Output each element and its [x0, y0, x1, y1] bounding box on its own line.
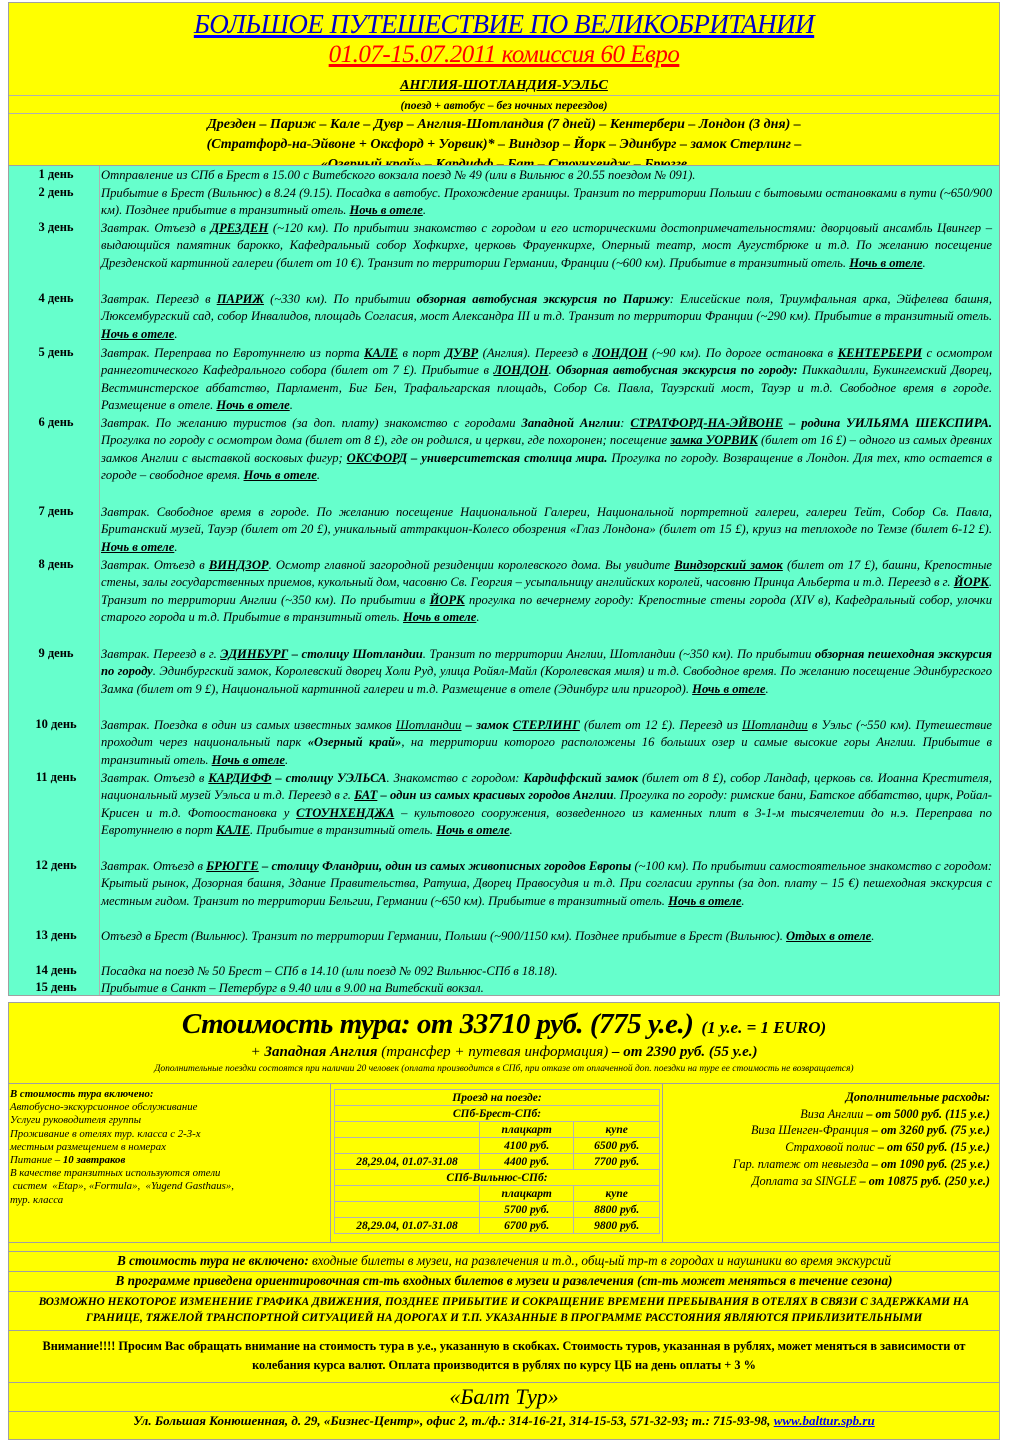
header-block: [8, 2, 1000, 166]
transport-note: (поезд + автобус – без ночных переездов): [400, 100, 608, 112]
website-link[interactable]: www.balttur.spb.ru: [773, 1413, 875, 1428]
empty-cell: [335, 1186, 480, 1202]
transport-row: [9, 96, 999, 114]
day-text-part: Прибытие в Брест (Вильнюс) в 8.24 (9.15). Посадка в автобус. Прохождение границы. Транзит по территории Польши с бытовыми остановками в пути (~650/900 км). Позднее прибытие в транзитный отель.: [101, 186, 992, 218]
t: (трансфер + путевая информация): [377, 1044, 609, 1060]
t: Завтрак. Переезд в г.: [101, 647, 221, 661]
attention-note: Внимание!!!! Просим Вас обращать внимание на стоимость тура в у.е., указанную в скобках. Стоимость туров, указанная в рублях, может меняться в зависимости от колебания курса валют. Оплата производится в рублях по курсу ЦБ на день оплаты + 3 %: [9, 1331, 999, 1383]
t: :: [620, 416, 631, 430]
castle-name: Кардиффский замок: [523, 771, 639, 785]
t: с осмотром раннеготического Кафедрального собора (билет от 7 £). Прибытие в: [101, 346, 992, 378]
city-name: ДРЕЗДЕН: [210, 221, 269, 235]
included-item: местным размещением в номерах: [10, 1140, 166, 1153]
night-in-hotel: Ночь в отеле: [101, 539, 175, 554]
fare-row: [335, 1154, 660, 1170]
night-in-hotel: Ночь в отеле: [436, 822, 510, 837]
route-line: Дрезден – Париж – Кале – Дувр – Англия-Шотландия (7 дней) – Кентербери – Лондон (3 дня) –: [207, 117, 801, 132]
countries: АНГЛИЯ-ШОТЛАНДИЯ-УЭЛЬС: [400, 78, 608, 93]
t: в Уэльс (~550 км). Путешествие проходит через национальный парк: [101, 718, 992, 750]
t: (~90 км). По дороге остановка в: [647, 346, 838, 360]
night-in-hotel: Ночь в отеле: [243, 467, 317, 482]
castle-name: СТЕРЛИНГ: [512, 718, 580, 732]
day-label: 4 день: [38, 291, 74, 305]
day-label: 6 день: [38, 415, 74, 429]
day-text: Отправление из СПб в Брест в 15.00 с Витебского вокзала поезд № 49 (или в Вильнюс в 20.55 поездом № 091).: [101, 168, 696, 182]
city-name: ОКСФОРД: [346, 450, 408, 465]
night-in-hotel: Ночь в отеле: [211, 752, 285, 767]
t: – университетская столица мира.: [407, 450, 608, 465]
t: Завтрак. Свободное время в городе. По желанию посещение Национальной Галереи, Национальной портретной галереи, галереи Тейт, Собор Св. Павла, Британский музей, Тауэр (билет от 20 £), уникальный аттракцион-Колесо обозрения «Глаз Лондона» (билет от 15 £), круиз на теплоходе по Темзе (билет 6-12 £).: [101, 505, 992, 537]
t: +: [250, 1044, 265, 1060]
fare-kupe: 7700 руб.: [574, 1154, 660, 1170]
day-text: Посадка на поезд № 50 Брест – СПб в 14.10 (или поезд № 092 Вильнюс-СПб в 18.18).: [101, 964, 558, 978]
monument-name: СТОУНХЕНДЖА: [296, 805, 395, 820]
day-text: Завтрак. Поездка в один из самых известных замков Шотландии – замок СТЕРЛИНГ (билет от 12 £). Переезд из Шотландии в Уэльс (~550 км). Путешествие проходит через национальный парк «Озерный край», на территории которого расположены 16 больших озер и самые высокие горы Англии. Прибытие в транзитный отель. Ночь в отеле.: [101, 718, 992, 767]
city-name: КАЛЕ: [216, 822, 250, 837]
t: – столицу УЭЛЬСА: [271, 771, 387, 785]
t: . Осмотр главной загородной резиденции королевского дома. Вы увидите: [268, 558, 675, 572]
t: – от 2390 руб. (55 у.е.): [608, 1044, 758, 1060]
city-name: ЛОНДОН: [592, 346, 648, 360]
t: – от 10875 руб. (250 у.е.): [856, 1173, 990, 1188]
t: – один из самых красивых городов Англии: [377, 788, 614, 803]
price-block: [8, 1002, 1000, 1084]
train-fares-table: [334, 1089, 660, 1234]
t: Страховой полис: [785, 1140, 875, 1155]
fare-period: 28,29.04, 01.07-31.08: [335, 1154, 480, 1170]
t: Завтрак. Отъезд в: [101, 558, 209, 572]
city-name: КАРДИФФ: [208, 771, 272, 785]
included-item: Проживание в отелях тур. класса с 2-3-х: [10, 1127, 201, 1140]
col-header: плацкарт: [480, 1186, 574, 1202]
day-label: 9 день: [38, 646, 74, 660]
day-label: 1 день: [38, 167, 74, 181]
city-name: ПАРИЖ: [216, 292, 264, 306]
extra-item: [650, 1122, 990, 1139]
fare-kupe: 8800 руб.: [574, 1202, 660, 1218]
col-header: купе: [574, 1122, 660, 1138]
notes-block: [8, 1242, 1000, 1440]
night-in-hotel: Ночь в отеле: [101, 326, 175, 341]
day-text-part: Завтрак. Переезд в: [101, 292, 217, 306]
t: (~100 км). По прибытии самостоятельное знакомство с городом: Крытый рынок, Дозорная башня, Здание Правительства, Ратуша, Дворец Правосудия и т.д. При согласии группы (за доп. плату – 15 €) пешеходная экскурсия с местным гидом. Транзит по территории Бельгии, Германии (~650 км). Прибытие в транзитный отель.: [101, 859, 992, 908]
included-item: систем «Etap», «Formula», «Yugend Gasthaus»,: [10, 1180, 234, 1193]
company-name: «Балт Тур»: [9, 1383, 999, 1412]
excursion-name: Обзорная автобусная экскурсия по городу:: [556, 363, 798, 378]
day-label: 5 день: [38, 345, 74, 359]
included-list: [10, 1088, 328, 1207]
t: Прогулка по городу с осмотром дома (билет от 8 £), где он родился, и церкви, где похоронен; посещение: [101, 433, 671, 448]
t: Гар. платеж от невыезда: [732, 1156, 869, 1171]
city-name: БАТ: [354, 788, 378, 803]
exchange-rate: (1 у.е. = 1 EURO): [701, 1018, 827, 1037]
t: (билет от 12 £). Переезд из: [579, 718, 743, 732]
t: – столицу Шотландии: [288, 647, 423, 661]
t: прогулка по вечернему городу: Крепостные стены города (XIV в), Кафедральный собор, улочки старого города и т.д. Прибытие в транзитный отель.: [101, 592, 992, 624]
extra-item: [650, 1173, 990, 1190]
t: Завтрак. По желанию туристов (за доп. плату) знакомство с городами: [101, 416, 522, 430]
t: (билет от 8 £), собор Ландаф, церковь св. Иоанна Крестителя, национальный музей Уэльса и т.д. Переезд в г.: [101, 771, 992, 803]
empty-cell: [335, 1122, 480, 1138]
day-label: 11 день: [35, 770, 77, 784]
fare-platz: 6700 руб.: [480, 1218, 574, 1234]
train-route: СПб-Вильнюс-СПб:: [335, 1170, 660, 1186]
t: Питание –: [10, 1154, 63, 1167]
day-text: Завтрак. По желанию туристов (за доп. плату) знакомство с городами Западной Англии: СТРАТФОРД-НА-ЭЙВОНЕ – родина УИЛЬЯМА ШЕКСПИРА. Прогулка по городу с осмотром дома (билет от 8 £), где он родился, и церкви, где похоронен; посещение замка УОРВИК (билет от 16 £) – одного из самых древних замков Англии с выставкой восковых фигур; ОКСФОРД – университетская столица мира. Прогулка по городу. Возвращение в Лондон. Для тех, кто остается в городе – свободное время. Ночь в отеле.: [101, 416, 992, 482]
t: (Англия). Переезд в: [478, 346, 593, 360]
t: Ул. Большая Конюшенная, д. 29, «Бизнес-Центр», офис 2, т./ф.: 314-16-21, 314-15-53, 571-32-93; т.: 715-93-98,: [133, 1413, 774, 1428]
t: . Прибытие в транзитный отель.: [249, 822, 437, 837]
t: – от 650 руб. (15 у.е.): [874, 1140, 990, 1155]
day-label: 12 день: [35, 858, 77, 872]
itinerary-table: [8, 165, 1000, 996]
not-included: [9, 1252, 999, 1272]
t: входные билеты в музеи, на развлечения и т.д., общ-ый тр-т в городах и наушники во время экскурсий: [308, 1253, 891, 1268]
t: . Знакомство с городом:: [386, 771, 524, 785]
day-label: 10 день: [35, 717, 77, 731]
day-label: 2 день: [38, 185, 74, 199]
night-in-hotel: Ночь в отеле: [349, 203, 423, 218]
t: Пиккадилли, Букингемский Дворец, Вестминстерское аббатство, Парламент, Биг Бен, Трафальгарская площадь, Собор Св. Павла, Тауэрский мост, Тауэр и т.д. Свободное время в городе. Размещение в отеле.: [101, 363, 992, 412]
city-name: ЙОРК: [429, 592, 465, 607]
day-text-part: : Елисейские поля, Триумфальная арка, Эйфелева башня, Люксембургский сад, собор Инвалидов, площадь Согласия, мост Александра III и т.д. Транзит по территории Франции (~290 км). Прибытие в транзитный отель.: [101, 292, 993, 324]
day-label: 14 день: [35, 963, 77, 977]
fare-kupe: 9800 руб.: [574, 1218, 660, 1234]
day-text: Завтрак. Переправа по Евротуннелю из порта КАЛЕ в порт ДУВР (Англия). Переезд в ЛОНДОН (~90 км). По дороге остановка в КЕНТЕРБЕРИ с осмотром раннеготического Кафедрального собора (билет от 7 £). Прибытие в ЛОНДОН. Обзорная автобусная экскурсия по городу: Пиккадилли, Букингемский Дворец, Вестминстерское аббатство, Парламент, Биг Бен, Трафальгарская площадь, Собор Св. Павла, Тауэрский мост, Тауэр и т.д. Свободное время в городе. Размещение в отеле. Ночь в отеле.: [101, 346, 992, 412]
t: Шотландии: [742, 718, 808, 732]
t: – от 5000 руб. (115 у.е.): [863, 1106, 990, 1121]
company-address: [9, 1412, 999, 1430]
included-title: В стоимость тура включено:: [10, 1088, 154, 1100]
train-title: Проезд на поезде:: [335, 1090, 660, 1106]
caps-warning: ВОЗМОЖНО НЕКОТОРОЕ ИЗМЕНЕНИЕ ГРАФИКА ДВИЖЕНИЯ, ПОЗДНЕЕ ПРИБЫТИЕ И СОКРАЩЕНИЕ ВРЕМЕНИ ПРЕБЫВАНИЯ В ОТЕЛЯХ В СВЯЗИ С ЗАДЕРЖКАМИ НА ГРАНИЦЕ, ТЯЖЕЛОЙ ТРАНСПОРТНОЙ СИТУАЦИЕЙ НА ДОРОГАХ И Т.П. УКАЗАННЫЕ В ПРОГРАММЕ РАССТОЯНИЯ ЯВЛЯЮТСЯ ПРИБЛИЗИТЕЛЬНЫМИ: [9, 1292, 999, 1331]
city-name: БРЮГГЕ: [206, 859, 259, 873]
t: . Транзит по территории Англии, Шотландии (~350 км). По прибытии: [422, 647, 815, 661]
day-text: Отъезд в Брест (Вильнюс). Транзит по территории Германии, Польши (~900/1150 км). Позднее прибытие в Брест (Вильнюс). Отдых в отеле.: [101, 929, 875, 943]
day-text-part: Завтрак. Отъезд в: [101, 221, 211, 235]
night-in-hotel: Ночь в отеле: [849, 255, 923, 270]
night-in-hotel: Ночь в отеле: [692, 681, 766, 696]
column-divider: [99, 166, 100, 995]
t: (билет от 17 £), башни, Крепостные стены, залы государственных приемов, кукольный дом, часовню Св. Георгия – усыпальницу английских королей, часовню Принца Альберта и т.д. Переезд в г.: [101, 558, 992, 590]
approx-note: В программе приведена ориентировочная ст-ть входных билетов в музеи и развлечения (ст-ть может меняться в течение сезона): [9, 1272, 999, 1292]
t: Завтрак. Отъезд в: [101, 859, 207, 873]
t: в порт: [398, 346, 445, 360]
day-text: Прибытие в Брест (Вильнюс) в 8.24 (9.15). Посадка в автобус. Прохождение границы. Транзит по территории Польши с бытовыми остановками в пути (~650/900 км). Позднее прибытие в транзитный отель. Ночь в отеле.: [101, 186, 992, 218]
city-name: ВИНДЗОР: [208, 558, 269, 572]
t: 10 завтраков: [62, 1154, 126, 1167]
t: – от 3260 руб. (75 у.е.): [871, 1123, 990, 1138]
included-item: Услуги руководителя группы: [10, 1114, 142, 1127]
title-row: [9, 3, 999, 76]
night-in-hotel: Ночь в отеле: [668, 893, 742, 908]
divider: [330, 1084, 331, 1242]
included-item: тур. класса: [10, 1193, 64, 1206]
price-note: Дополнительные поездки состоятся при наличии 20 человек (оплата производится в СПб, при отказе от оплаченной доп. поездки на туре ее стоимость не возвращается): [154, 1064, 854, 1074]
fare-row: [335, 1218, 660, 1234]
city-name: КАЛЕ: [364, 346, 398, 360]
castle-name: Виндзорский замок: [674, 558, 783, 572]
col-header: плацкарт: [480, 1122, 574, 1138]
included-meals: [10, 1154, 328, 1167]
day-label: 15 день: [35, 980, 77, 994]
extra-tour-price: [9, 1042, 999, 1062]
park-name: «Озерный край»: [307, 735, 402, 750]
day-text: Завтрак. Переезд в г. ЭДИНБУРГ – столицу Шотландии. Транзит по территории Англии, Шотландии (~350 км). По прибытии обзорная пешеходная экскурсия по городу. Эдинбургский замок, Королевский дворец Холи Руд, улица Ройял-Майл (Королевская миля) и т.д. Свободное время. По желанию посещение Эдинбургского Замка (билет от 9 £), Национальной картинной галереи и т.д. Размещение в отеле (Эдинбург или пригород). Ночь в отеле.: [101, 647, 992, 696]
day-label: 3 день: [38, 220, 74, 234]
city-name: ДУВР: [444, 346, 479, 360]
t: . Прогулка по городу: римские бани, Батское аббатство, цирк, Ройал-Крисен и т.д. Фотоостановка у: [101, 788, 992, 820]
excursion-name: обзорная пешеходная экскурсия по городу: [101, 647, 992, 679]
t: В стоимость тура не включено:: [117, 1253, 309, 1268]
day-text: Завтрак. Переезд в ПАРИЖ (~330 км). По прибытии обзорная автобусная экскурсия по Парижу: Елисейские поля, Триумфальная арка, Эйфелева башня, Люксембургский сад, собор Инвалидов, площадь Согласия, мост Александра III и т.д. Транзит по территории Франции (~290 км). Прибытие в транзитный отель. Ночь в отеле.: [101, 292, 993, 341]
fare-kupe: 6500 руб.: [574, 1138, 660, 1154]
extra-item: [650, 1156, 990, 1173]
t: Доплата за SINGLE: [751, 1173, 857, 1188]
extra-title: Дополнительные расходы:: [845, 1090, 990, 1104]
day-text: Завтрак. Отъезд в БРЮГГЕ – столицу Фландрии, один из самых живописных городов Европы (~100 км). По прибытии самостоятельное знакомство с городом: Крытый рынок, Дозорная башня, Здание Правительства, Ратуша, Дворец Правосудия и т.д. При согласии группы (за доп. плату – 15 €) пешеходная экскурсия с местным гидом. Транзит по территории Бельгии, Германии (~650 км). Прибытие в транзитный отель. Ночь в отеле.: [101, 859, 992, 908]
t: – столицу Фландрии, один из самых живописных городов Европы: [258, 859, 632, 873]
day-text-part: (~120 км). По прибытии знакомство с городом и его историческими достопримечательностями: дворцовый ансамбль Цвингер – выдающийся памятник барокко, Кафедральный собор Хофкирхе, церковь Фрауенкирхе, Оперный театр, мост Аугустбрюке и т.д. По желанию посещение Дрезденской картинной галереи (билет от 10 €). Транзит по территории Германии, Франции (~600 км). Прибытие в транзитный отель.: [101, 221, 992, 270]
extra-costs: [650, 1089, 990, 1189]
t: Завтрак. Переправа по Евротуннелю из порта: [101, 346, 365, 360]
t: Виза Шенген-Франция: [750, 1123, 872, 1138]
rest-in-hotel: Отдых в отеле: [786, 929, 872, 943]
train-route: СПб-Брест-СПб:: [335, 1106, 660, 1122]
day-label: 13 день: [35, 928, 77, 942]
t: . Эдинбургский замок, Королевский дворец Холи Руд, улица Ройял-Майл (Королевская миля) и т.д. Свободное время. По желанию посещение Эдинбургского Замка (билет от 9 £), Национальной картинной галереи и т.д. Размещение в отеле (Эдинбург или пригород).: [101, 664, 992, 696]
city-name: ЛОНДОН: [493, 363, 549, 378]
extra-item: [650, 1106, 990, 1123]
city-name: КЕНТЕРБЕРИ: [837, 346, 922, 360]
fare-platz: 4100 руб.: [480, 1138, 574, 1154]
night-in-hotel: Ночь в отеле: [216, 397, 290, 412]
day-text: Завтрак. Отъезд в КАРДИФФ – столицу УЭЛЬСА. Знакомство с городом: Кардиффский замок (билет от 8 £), собор Ландаф, церковь св. Иоанна Крестителя, национальный музей Уэльса и т.д. Переезд в г. БАТ – один из самых красивых городов Англии. Прогулка по городу: римские бани, Батское аббатство, цирк, Ройал-Крисен и т.д. Фотоостановка у СТОУНХЕНДЖА – культового сооружения, возведенного из каменных плит в 3-1-м тысячелетии до н.э. Переправа по Евротуннелю в порт КАЛЕ. Прибытие в транзитный отель. Ночь в отеле.: [101, 771, 992, 837]
city-name: ЭДИНБУРГ: [220, 647, 289, 661]
extra-item: [650, 1139, 990, 1156]
countries-row: [9, 76, 999, 96]
route-line: (Стратфорд-на-Эйвоне + Оксфорд + Уорвик)* – Виндзор – Йорк – Эдинбург – замок Стерлинг –: [206, 137, 802, 152]
tour-title: БОЛЬШОЕ ПУТЕШЕСТВИЕ ПО ВЕЛИКОБРИТАНИИ: [193, 9, 815, 39]
fare-platz: 5700 руб.: [480, 1202, 574, 1218]
t: – от 1090 руб. (25 у.е.): [868, 1156, 990, 1171]
city-name: ЙОРК: [953, 575, 989, 590]
excursion-name: обзорная автобусная экскурсия по Парижу: [416, 292, 670, 306]
t: – замок: [461, 718, 513, 732]
night-in-hotel: Ночь в отеле: [403, 609, 477, 624]
t: , на территории которого расположены 16 больших озер и самые высокие горы Англии. Прибытие в транзитный отель.: [101, 735, 992, 767]
fare-period: 28,29.04, 01.07-31.08: [335, 1218, 480, 1234]
included-item: Автобусно-экскурсионное обслуживание: [10, 1101, 198, 1114]
castle-name: замка УОРВИК: [670, 433, 758, 448]
day-text: Завтрак. Свободное время в городе. По желанию посещение Национальной Галереи, Национальной портретной галереи, галереи Тейт, Собор Св. Павла, Британский музей, Тауэр (билет от 20 £), уникальный аттракцион-Колесо обозрения «Глаз Лондона» (билет от 15 £), круиз на теплоходе по Темзе (билет 6-12 £). Ночь в отеле.: [101, 505, 992, 554]
day-text: Прибытие в Санкт – Петербург в 9.40 или в 9.00 на Витебский вокзал.: [101, 981, 484, 995]
fare-period: [335, 1138, 480, 1154]
col-header: купе: [574, 1186, 660, 1202]
t: Завтрак. Отъезд в: [101, 771, 209, 785]
t: Завтрак. Поездка в один из самых известных замков: [101, 718, 396, 732]
t: Прогулка по городу. Возвращение в Лондон. Для тех, кто остается в городе – свободное время.: [101, 450, 992, 482]
day-text-part: (~330 км). По прибытии: [263, 292, 417, 306]
t: .: [548, 363, 557, 378]
region-name: Западной Англии: [521, 416, 621, 430]
day-label: 8 день: [38, 557, 74, 571]
day-text: Завтрак. Отъезд в ДРЕЗДЕН (~120 км). По прибытии знакомство с городом и его историческими достопримечательностями: дворцовый ансамбль Цвингер – выдающийся памятник барокко, Кафедральный собор Хофкирхе, церковь Фрауенкирхе, Оперный театр, мост Аугустбрюке и т.д. По желанию посещение Дрезденской картинной галереи (билет от 10 €). Транзит по территории Германии, Франции (~600 км). Прибытие в транзитный отель. Ночь в отеле.: [101, 221, 992, 270]
city-name: СТРАТФОРД-НА-ЭЙВОНЕ: [630, 416, 784, 430]
spacer: [9, 1243, 999, 1252]
t: Шотландии: [395, 718, 462, 732]
fare-row: [335, 1138, 660, 1154]
t: . Транзит по территории Англии (~350 км). По прибытии в: [101, 575, 992, 607]
t: Отъезд в Брест (Вильнюс). Транзит по территории Германии, Польши (~900/1150 км). Позднее прибытие в Брест (Вильнюс).: [101, 929, 783, 943]
t: Западная Англия: [264, 1044, 378, 1060]
tour-price: Стоимость тура: от 33710 руб. (775 у.е.): [181, 1008, 694, 1040]
day-label: 7 день: [38, 504, 74, 518]
t: (билет от 16 £) – одного из самых древних замков Англии с выставкой восковых фигур;: [101, 433, 992, 465]
fare-period: [335, 1202, 480, 1218]
price-line: [9, 1003, 999, 1042]
t: – родина УИЛЬЯМА ШЕКСПИРА.: [783, 416, 992, 430]
day-text: Завтрак. Отъезд в ВИНДЗОР. Осмотр главной загородной резиденции королевского дома. Вы увидите Виндзорский замок (билет от 17 £), башни, Крепостные стены, залы государственных приемов, кукольный дом, часовню Св. Георгия – усыпальницу английских королей, часовню Принца Альберта и т.д. Переезд в г. ЙОРК. Транзит по территории Англии (~350 км). По прибытии в ЙОРК прогулка по вечернему городу: Крепостные стены города (XIV в), Кафедральный собор, улочки старого города и т.д. Прибытие в транзитный отель. Ночь в отеле.: [101, 558, 992, 624]
t: – культового сооружения, возведенного из каменных плит в 3-1-м тысячелетии до н.э. Переправа по Евротуннелю в порт: [101, 805, 992, 837]
fare-row: [335, 1202, 660, 1218]
tour-dates: 01.07-15.07.2011 комиссия 60 Евро: [328, 41, 680, 68]
included-item: В качестве транзитных используются отели: [10, 1167, 221, 1180]
t: Виза Англии: [800, 1106, 864, 1121]
fare-platz: 4400 руб.: [480, 1154, 574, 1170]
